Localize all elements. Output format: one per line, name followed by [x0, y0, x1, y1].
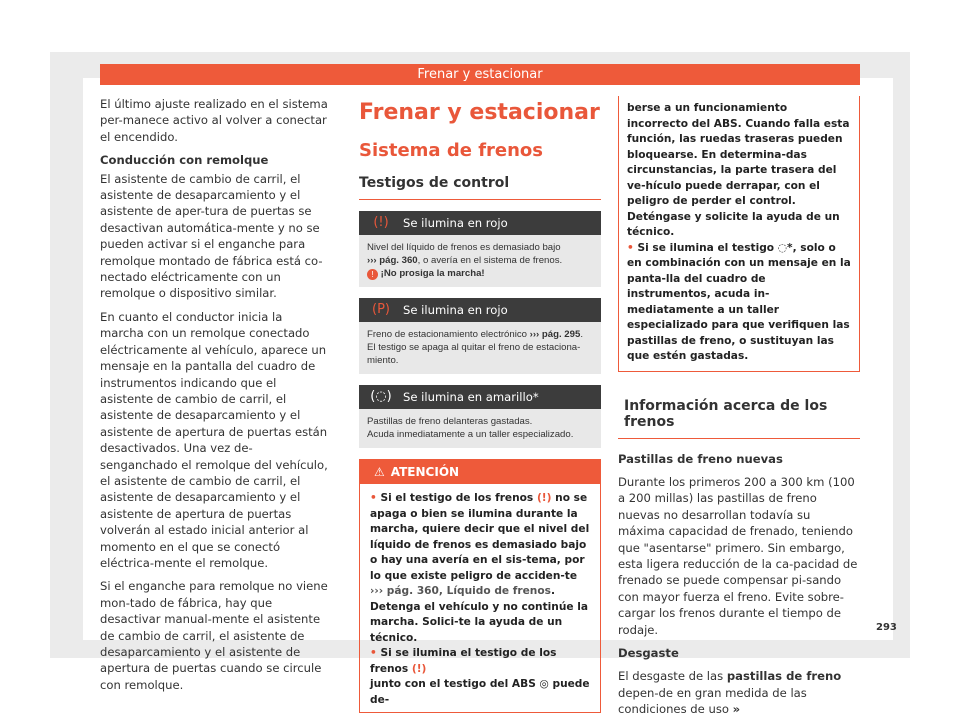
paragraph: En cuanto el conductor inicia la marcha con un remolque conectado eléctricamente al vehículo, aparece un mensaje en la pantalla del cuadro de instrumentos indicando que el asistente de cambio de carril, el asistente de desaparcamiento y el asistente de apertura de puertas están desactivados. Una vez de-senganchado el remolque del vehículo, el asistente de cambio de carril, el asistente de desaparcamiento y el asistente de apertura de puertas volverán al estado inicial anterior al momento en el que se conectó eléctrica-mente el remolque.	[100, 309, 328, 570]
chapter-title: Frenar y estacionar	[359, 100, 600, 125]
warning-lamp-parking-brake	[359, 298, 601, 374]
column-left	[100, 96, 328, 700]
lamp-text: Nivel del líquido de frenos es demasiado bajo	[367, 242, 561, 253]
lamp-text: Acuda inmediatamente a un taller especializado.	[367, 429, 574, 440]
lamp-text: . El testigo se apaga al quitar el freno de estaciona-miento.	[367, 329, 583, 366]
paragraph	[618, 668, 860, 717]
lamp-label: Se ilumina en rojo	[403, 302, 508, 317]
attention-box	[359, 459, 601, 713]
lamp-text: , o avería en el sistema de frenos.	[417, 255, 563, 266]
attention-text: Si se ilumina el testigo de los frenos	[370, 647, 557, 675]
stop-warning-text: ¡No prosiga la marcha!	[380, 268, 485, 279]
subheading-towing: Conducción con remolque	[100, 153, 269, 168]
attention-box-continued	[618, 96, 860, 372]
parking-brake-icon: (P)	[372, 301, 390, 317]
attention-text: no se apaga o bien se ilumina durante la marcha, quiere decir que el nivel del líquido de frenos es demasiado bajo o hay una avería en el sis-tema, por lo que existe peligro de acciden-te	[370, 492, 590, 582]
page-reference[interactable]: ››› pág. 295	[529, 329, 581, 340]
attention-text: . Detenga el vehículo y no continúe la marcha. Solici-te la ayuda de un técnico.	[370, 585, 589, 644]
column-middle	[359, 96, 601, 713]
paragraph: El asistente de cambio de carril, el asistente de desaparcamiento y el asistente de aper-tura de puertas se desactivan automática-mente y no se pueden activar si el enganche para remolque montado de fábrica está co-nectado eléctricamente con un remolque o dispositivo similar.	[100, 171, 323, 301]
paragraph: Durante los primeros 200 a 300 km (100 a 200 millas) las pastillas de freno nuevas no desarrollan todavía su máxima capacidad de frenado, teniendo que "asentarse" primero. Sin embargo, esta ligera reducción de la ca-pacidad de frenado se puede compensar pi-sando con mayor fuerza el freno. Evite sobre-cargar los frenos durante el tiempo de rodaje.	[618, 474, 858, 637]
lamp-label: Se ilumina en rojo	[403, 215, 508, 230]
column-right	[618, 96, 860, 725]
brake-warning-icon: (!)	[373, 214, 389, 230]
attention-title: ATENCIÓN	[390, 464, 460, 479]
brake-warning-icon: (!)	[536, 492, 552, 504]
page-reference[interactable]: ››› pág. 360	[367, 255, 418, 266]
brake-pad-wear-icon: (◌)	[370, 388, 392, 404]
stop-warning-icon: !	[367, 269, 378, 280]
attention-text: Si se ilumina el testigo	[637, 241, 775, 254]
bullet-icon: •	[370, 647, 381, 659]
section-title: Información acerca de los frenos	[618, 398, 860, 439]
paragraph-text: depen-de en gran medida de las condiciones de uso	[618, 685, 807, 717]
paragraph-emphasis: pastillas de freno	[726, 669, 842, 684]
attention-text: puede de-	[370, 678, 590, 706]
warning-lamp-brake-pads	[359, 385, 601, 448]
page-reference[interactable]: ››› pág. 360, Líquido de frenos	[370, 585, 551, 597]
paragraph: El último ajuste realizado en el sistema per-manece activo al volver a conectar el encendido.	[100, 97, 328, 144]
subheading-new-pads: Pastillas de freno nuevas	[618, 451, 783, 466]
subheading-wear: Desgaste	[618, 645, 679, 660]
abs-icon: ◎	[539, 678, 549, 690]
lamp-text: Freno de estacionamiento electrónico	[367, 329, 527, 340]
bullet-icon: •	[370, 492, 381, 504]
warning-triangle-icon: ⚠	[374, 464, 385, 479]
paragraph: Si el enganche para remolque no viene mon-tado de fábrica, hay que desactivar manual-mente el asistente de cambio de carril, el asistente de desaparcamiento y el asistente de apertura de puertas cuando se circule con remolque.	[100, 579, 328, 692]
section-title: Sistema de frenos	[359, 140, 543, 161]
warning-lamp-brake-fluid	[359, 211, 601, 287]
brake-warning-icon: (!)	[411, 662, 427, 675]
subsection-title: Testigos de control	[359, 175, 601, 200]
attention-text: *, solo o en combinación con un mensaje en la panta-lla del cuadro de instrumentos, acuda in-mediatamente a un taller especializado para que verifiquen las pastillas de freno, o sustituyan las que estén gastadas.	[627, 241, 851, 362]
page-number: 293	[876, 622, 897, 633]
lamp-text: Pastillas de freno delanteras gastadas.	[367, 416, 533, 427]
attention-text: Si el testigo de los frenos	[380, 492, 534, 504]
attention-text: junto con el testigo del ABS	[370, 678, 536, 690]
lamp-label: Se ilumina en amarillo*	[403, 389, 539, 404]
chapter-header: Frenar y estacionar	[100, 64, 860, 85]
brake-pad-wear-icon: ◌	[777, 241, 788, 254]
bullet-icon: •	[627, 241, 638, 254]
continue-arrow-icon: »	[732, 702, 741, 717]
paragraph-text: El desgaste de las	[618, 669, 724, 684]
attention-text: berse a un funcionamiento incorrecto del ABS. Cuando falla esta función, las ruedas traseras pueden bloquearse. En determina-das circunstancias, la parte trasera del ve-hículo puede derrapar, con el peligro de perder el control. Deténgase y solicite la ayuda de un técnico.	[627, 102, 850, 238]
